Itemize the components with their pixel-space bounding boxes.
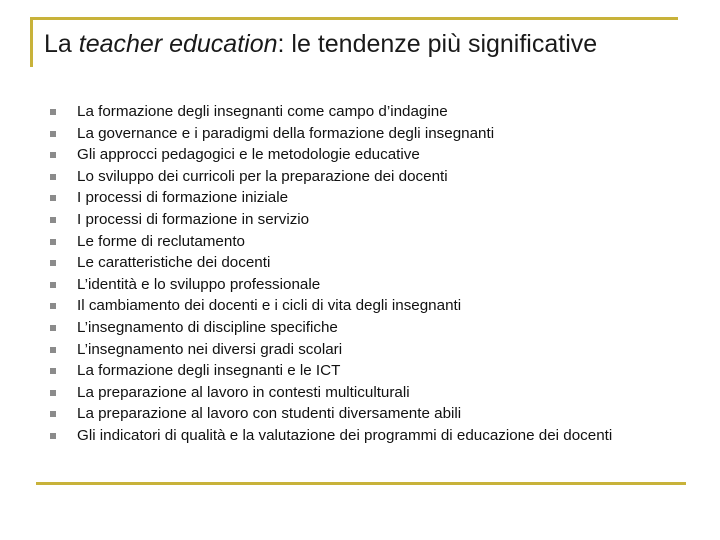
list-item (50, 295, 680, 317)
square-bullet-icon (50, 325, 56, 331)
list-item-text: Gli approcci pedagogici e le metodologie educative (77, 146, 420, 164)
list-item-text: La formazione degli insegnanti e le ICT (77, 362, 341, 380)
list-item-text: Lo sviluppo dei curricoli per la preparazione dei docenti (77, 167, 448, 185)
list-item-text: L’insegnamento di discipline specifiche (77, 318, 338, 336)
list-item (50, 187, 680, 209)
square-bullet-icon (50, 260, 56, 266)
list-item-text: Il cambiamento dei docenti e i cicli di vita degli insegnanti (77, 297, 462, 315)
square-bullet-icon (50, 109, 56, 115)
square-bullet-icon (50, 303, 56, 309)
square-bullet-icon (50, 282, 56, 288)
list-item (50, 274, 680, 296)
list-item-text: Le caratteristiche dei docenti (77, 254, 271, 272)
square-bullet-icon (50, 239, 56, 245)
title-italic: teacher education (78, 30, 278, 58)
square-bullet-icon (50, 174, 56, 180)
list-item (50, 317, 680, 339)
list-item (50, 403, 680, 425)
bottom-rule (36, 482, 686, 485)
list-item-text: I processi di formazione iniziale (77, 189, 289, 207)
slide-title (44, 30, 597, 59)
list-item (50, 209, 680, 231)
list-item-text: I processi di formazione in servizio (77, 210, 310, 228)
list-item (50, 360, 680, 382)
list-item-text: La formazione degli insegnanti come campo d’indagine (77, 103, 448, 120)
square-bullet-icon (50, 131, 56, 137)
list-item-text: L’insegnamento nei diversi gradi scolari (77, 340, 343, 358)
list-item (50, 382, 680, 404)
square-bullet-icon (50, 152, 56, 158)
list-item-text: Gli indicatori di qualità e la valutazione dei programmi di educazione dei docenti (77, 426, 613, 444)
list-item (50, 425, 680, 447)
square-bullet-icon (50, 195, 56, 201)
title-prefix: La (44, 30, 79, 58)
square-bullet-icon (50, 433, 56, 439)
square-bullet-icon (50, 368, 56, 374)
list-item (50, 144, 680, 166)
list-item-text: La preparazione al lavoro con studenti diversamente abili (77, 405, 462, 423)
list-item (50, 123, 680, 145)
square-bullet-icon (50, 411, 56, 417)
list-item-text: La preparazione al lavoro in contesti multiculturali (77, 383, 410, 401)
list-item-text: La governance e i paradigmi della formazione degli insegnanti (77, 124, 495, 142)
list-item (50, 252, 680, 274)
bullet-list (50, 101, 680, 447)
list-item-text: Le forme di reclutamento (77, 232, 245, 250)
list-item (50, 339, 680, 361)
list-item (50, 231, 680, 253)
square-bullet-icon (50, 390, 56, 396)
list-item-text: L’identità e lo sviluppo professionale (77, 275, 321, 293)
title-suffix: : le tendenze più significative (277, 30, 598, 58)
list-item (50, 101, 680, 123)
square-bullet-icon (50, 347, 56, 353)
square-bullet-icon (50, 217, 56, 223)
list-item (50, 166, 680, 188)
